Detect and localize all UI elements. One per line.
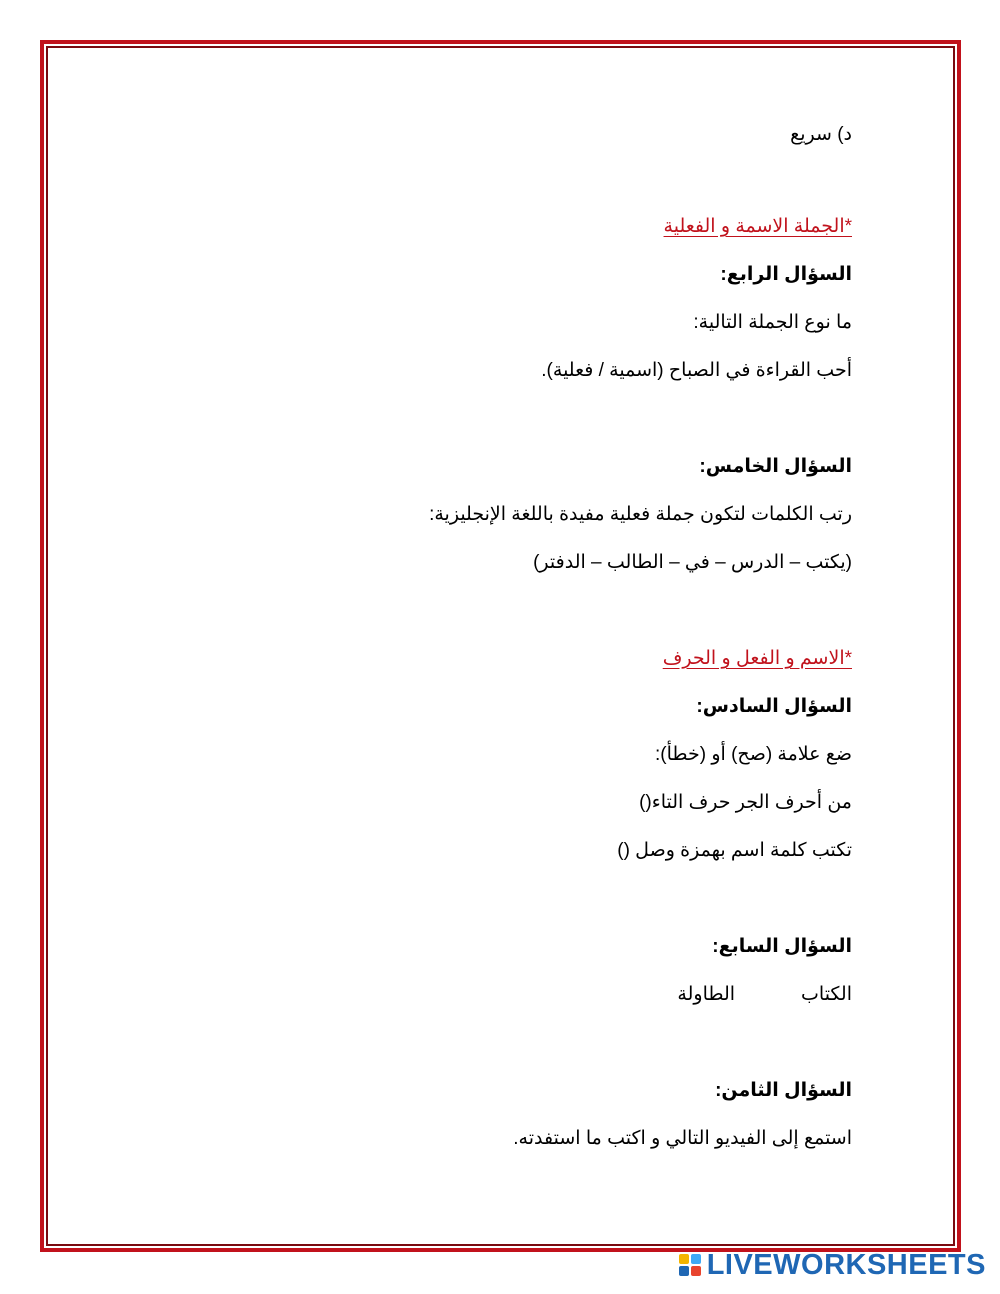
question-4-sentence: أحب القراءة في الصباح (اسمية / فعلية).: [541, 360, 852, 381]
question-8-text: استمع إلى الفيديو التالي و اكتب ما استفدته.: [513, 1128, 852, 1149]
question-6-title: السؤال السادس:: [696, 696, 852, 717]
question-5-text: رتب الكلمات لتكون جملة فعلية مفيدة باللغة الإنجليزية:: [429, 504, 852, 525]
question-6-item-2: تكتب كلمة اسم بهمزة وصل (): [617, 840, 852, 861]
section-heading-sentence-types: *الجملة الاسمة و الفعلية: [663, 216, 852, 237]
question-7-word: الكتاب: [801, 984, 852, 1005]
question-5-words: (يكتب – الدرس – في – الطالب – الدفتر): [533, 552, 852, 573]
brand-name: LIVEWORKSHEETS: [706, 1248, 986, 1281]
question-6-text: ضع علامة (صح) أو (خطأ):: [655, 744, 852, 765]
question-8-title: السؤال الثامن:: [715, 1080, 852, 1101]
section-heading-word-parts: *الاسم و الفعل و الحرف: [662, 648, 852, 669]
question-4-title: السؤال الرابع:: [720, 264, 852, 285]
question-7-title: السؤال السابع:: [712, 936, 852, 957]
liveworksheets-logo-icon: [679, 1254, 701, 1276]
option-d: د) سريع: [790, 124, 852, 145]
liveworksheets-brand: [679, 1250, 986, 1280]
question-5-title: السؤال الخامس:: [699, 456, 852, 477]
question-6-item-1: من أحرف الجر حرف التاء(): [639, 792, 852, 813]
question-7-word-list: [677, 983, 852, 1007]
question-4-text: ما نوع الجملة التالية:: [693, 312, 852, 333]
question-7-word: الطاولة: [677, 984, 736, 1005]
